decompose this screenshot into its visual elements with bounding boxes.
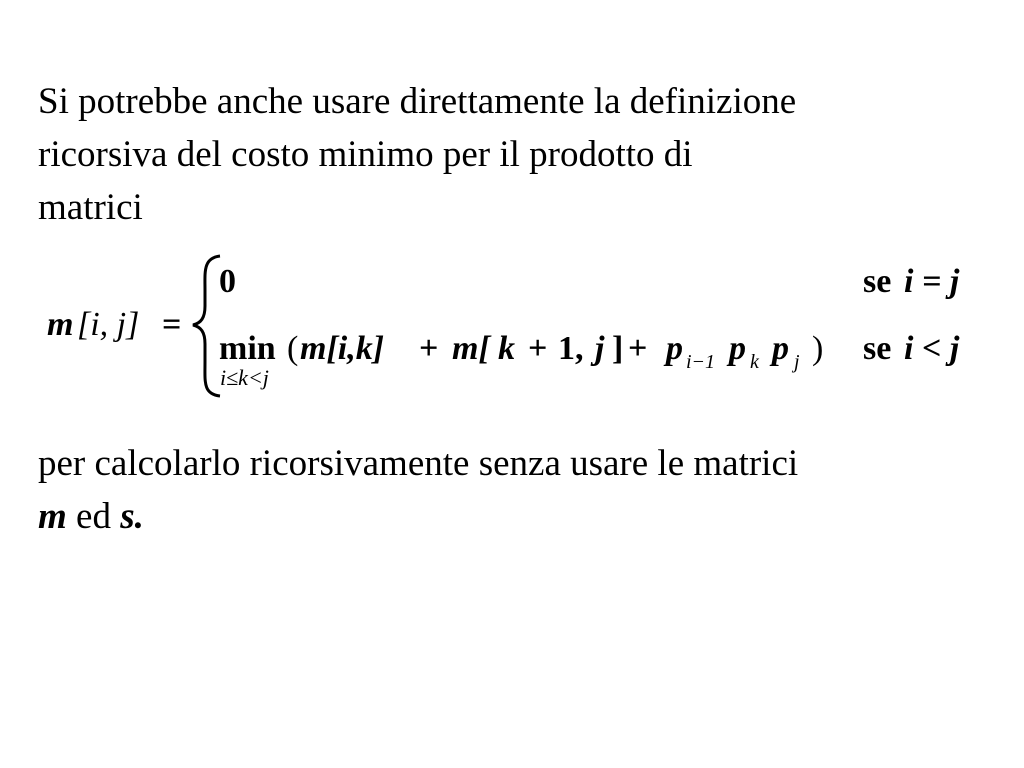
case2-plus-1: + [419,330,439,367]
lhs-equals: = [162,306,182,343]
intro-line-1: Si potrebbe anche usare direttamente la definizione [38,81,797,122]
case2-min-subscript: i≤k<j [220,365,269,390]
case2-term2-m: m[ [452,330,490,367]
case2-cond-expr: i < j [904,330,960,367]
outro-line-1: per calcolarlo ricorsivamente senza usare le matrici [38,443,799,484]
case1-value: 0 [219,263,236,300]
case2-term2-plus: + [528,330,548,367]
outro-period: . [134,496,144,537]
case2-term1: m[i,k] [300,330,385,367]
intro-paragraph [38,75,998,234]
case2-term2-close: ] [612,330,624,367]
matrix-m-var: m [38,496,67,537]
case2-min: min [219,330,276,367]
case2-open-paren: ( [287,330,299,367]
outro-line-2 [38,490,998,543]
lhs-m: m [47,306,74,343]
case2-term2-one: 1, [558,330,584,367]
case2-p-1-subscript: i−1 [686,351,716,373]
case2-p-1: p [666,330,683,367]
case2-p-2-subscript: k [750,351,759,373]
case1-cond-expr: i = j [904,263,960,300]
matrix-s-var: s [120,496,135,537]
case1-cond-word: se [863,263,892,300]
case2-term2-j: j [595,330,605,367]
intro-line-2: ricorsiva del costo minimo per il prodotto di [38,134,693,175]
intro-line-3: matrici [38,187,143,228]
case2-p-3-subscript: j [794,351,800,373]
case2-cond-word: se [863,330,892,367]
lhs-args: [i, j] [77,306,140,343]
case2-term2-k: k [498,330,515,367]
case2-p-3: p [772,330,789,367]
case2-plus-2: + [628,330,648,367]
outro-connector: ed [76,496,111,537]
case2-p-2: p [729,330,746,367]
case2-close-paren: ) [812,330,824,367]
outro-paragraph [38,437,998,543]
